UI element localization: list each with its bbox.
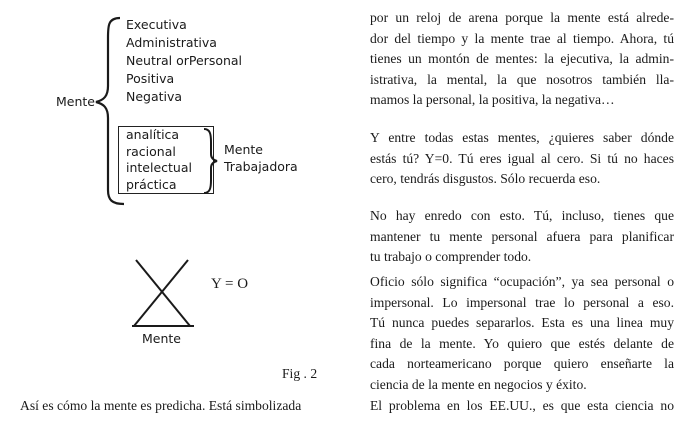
working-mind-item: práctica xyxy=(126,176,177,192)
working-mind-item: racional xyxy=(126,143,176,159)
figure-caption: Fig . 2 xyxy=(282,366,318,381)
mind-types-list xyxy=(126,16,242,106)
working-mind-item: analítica xyxy=(126,127,180,142)
paragraph-1 xyxy=(370,8,674,111)
paragraph-5 xyxy=(370,396,674,417)
text-line: El problema en los EE.UU., es que esta ciencia no xyxy=(370,398,674,413)
text-line: tienes un montón de mentes: la ejecutiva, la admin- xyxy=(370,51,674,66)
text-line: ciencia de la mente en negocios y éxito. xyxy=(370,376,587,392)
working-mind-item: intelectual xyxy=(126,160,192,175)
working-mind-label-2: Trabajadora xyxy=(224,159,298,174)
mind-type-item: Positiva xyxy=(126,71,175,86)
left-body-text: Así es cómo la mente es predicha. Está simbolizada xyxy=(20,398,302,413)
text-line: impersonal. Lo impersonal trae lo personal a eso. xyxy=(370,294,674,310)
paragraph-2 xyxy=(370,128,674,190)
text-line: mantener tu mente personal afuera para planificar xyxy=(370,228,674,244)
text-line: dor del tiempo y la mente trae al tiempo. Ahora, tú xyxy=(370,30,674,46)
text-line: cada norteamericano porque quiero enseñarte la xyxy=(370,356,674,371)
text-line: No hay enredo con esto. Tú, incluso, tienes que xyxy=(370,208,674,223)
text-line: mamos la personal, la positiva, la negativa… xyxy=(370,92,615,107)
text-line: cero, tendrás disgustos. Sólo recuerda eso. xyxy=(370,171,601,186)
text-line: por un reloj de arena porque la mente está alrede- xyxy=(370,10,674,25)
mind-type-item: Administrativa xyxy=(126,35,217,50)
small-brace xyxy=(200,126,224,196)
mind-type-item: Executiva xyxy=(126,17,187,32)
hourglass-equation: Y = O xyxy=(211,276,249,292)
text-line: tu trabajo o comprender todo. xyxy=(370,249,532,264)
working-mind-label-1: Mente xyxy=(224,142,263,157)
paragraph-3 xyxy=(370,206,674,268)
text-line: estás tú? Y=0. Tú eres igual al cero. Si tú no haces xyxy=(370,150,674,166)
text-line: Y entre todas estas mentes, ¿quieres saber dónde xyxy=(370,130,674,145)
paragraph-4 xyxy=(370,272,674,395)
working-minds-list xyxy=(126,127,192,193)
mind-type-item: Negativa xyxy=(126,89,183,104)
hourglass-label: Mente xyxy=(142,331,181,346)
mind-label: Mente xyxy=(56,94,95,109)
hourglass-symbol xyxy=(128,256,200,332)
text-line: istrativa, la mental, la que nosotros también lla- xyxy=(370,71,674,87)
text-line: Oficio sólo significa “ocupación”, ya sea personal o xyxy=(370,274,674,289)
text-line: fina de la mente. Yo quiero que estés delante de xyxy=(370,335,674,351)
text-line: Tú nunca puedes separarlos. Esta es una linea muy xyxy=(370,315,674,330)
mind-type-item: Neutral orPersonal xyxy=(126,53,243,68)
